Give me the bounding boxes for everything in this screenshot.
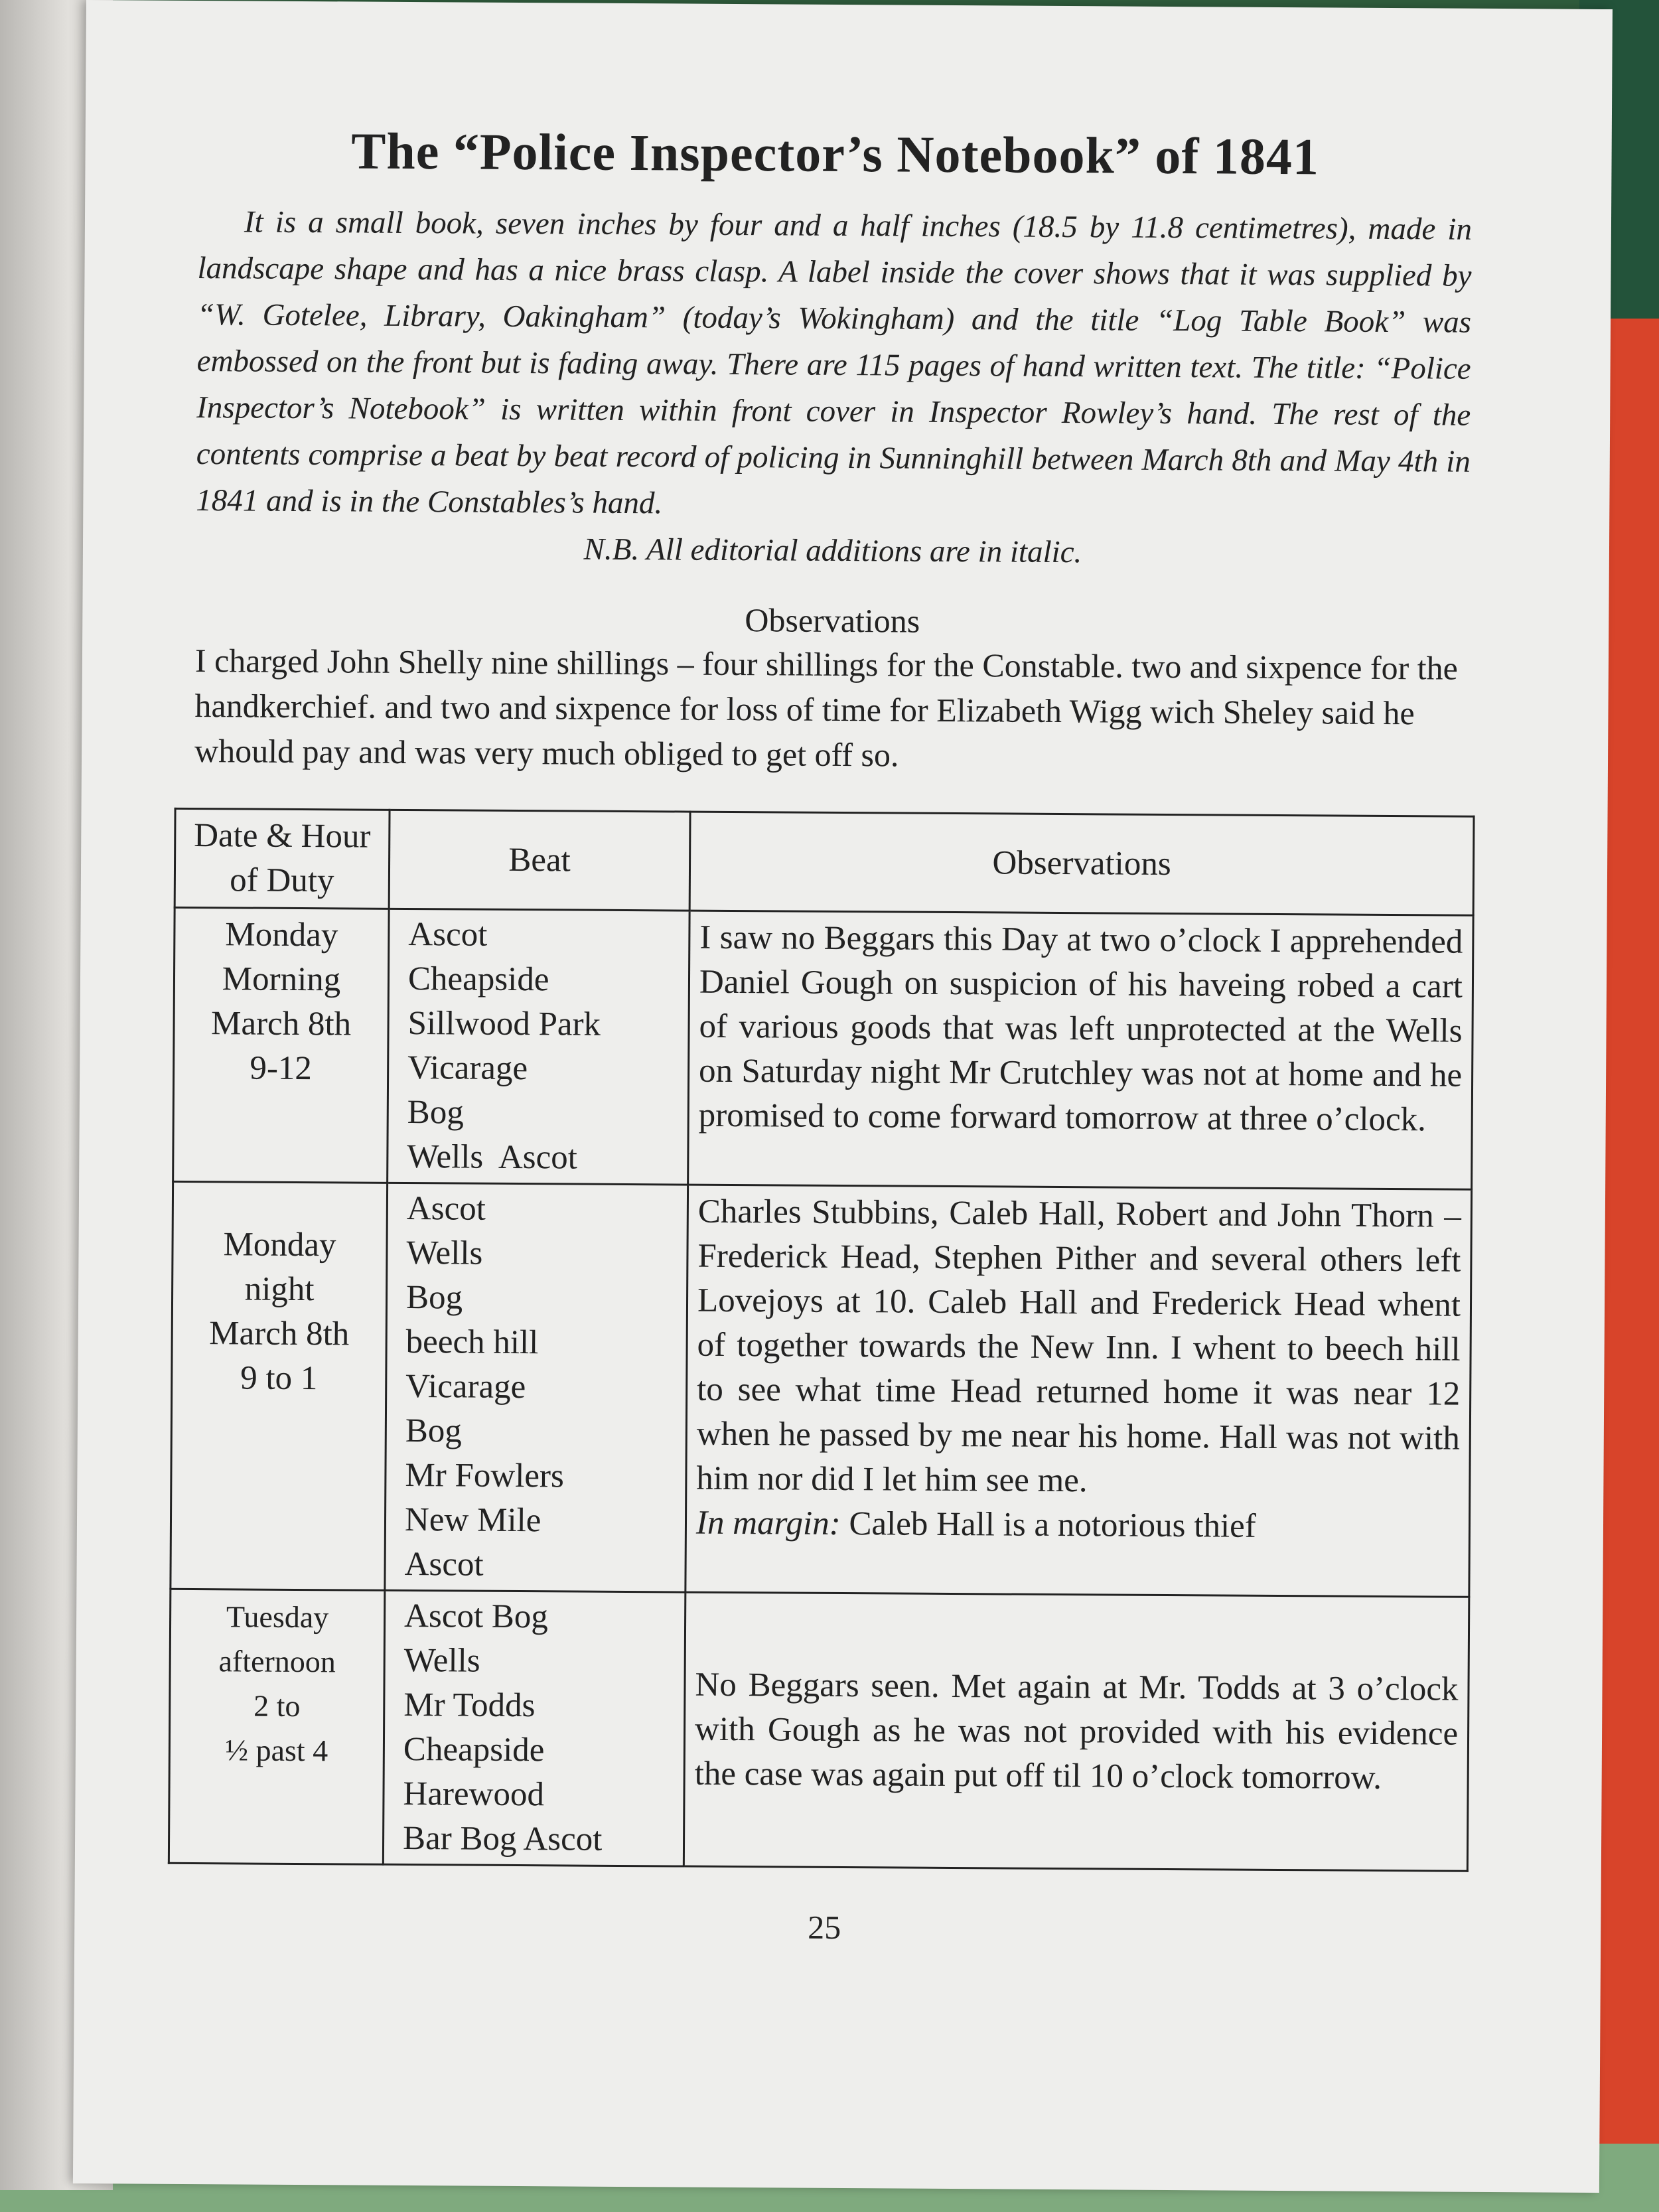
beat-item: Sillwood Park (407, 1004, 601, 1043)
beat-item: New Mile (404, 1501, 541, 1540)
beat-item: Bar Bog Ascot (402, 1819, 603, 1858)
table-row (173, 907, 1473, 1189)
table-row (171, 1181, 1472, 1597)
date-line: night (244, 1270, 315, 1309)
beat-cell (385, 1183, 688, 1592)
observation-text: Charles Stubbins, Caleb Hall, Robert and John Thorn – Frederick Head, Stephen Pither and several others left Lovejoys at 10. Caleb Hall and Frederick Head whent of together towards the New Inn. I whent to beech hill to see what time Head returned home it was near 12 when he passed by me near his home. Hall was not with him nor did I let him see me. (696, 1193, 1462, 1500)
editorial-note: N.B. All editorial additions are in italic. (583, 532, 1082, 570)
header-beat: Beat (389, 810, 690, 911)
date-line: ½ past 4 (225, 1733, 328, 1768)
beat-item: Cheapside (403, 1730, 545, 1769)
beat-item: Ascot (404, 1545, 484, 1584)
date-cell (171, 1181, 388, 1590)
duty-log-table (168, 808, 1475, 1872)
date-cell (173, 907, 390, 1183)
date-cell (169, 1589, 385, 1864)
date-line: March 8th (209, 1315, 350, 1353)
beat-item: Cheapside (407, 960, 549, 999)
date-line: Monday (225, 916, 338, 954)
date-line: Monday (223, 1226, 336, 1264)
date-line: 9-12 (250, 1049, 313, 1088)
observations-paragraph: I charged John Shelly nine shillings – four shillings for the Constable. two and sixpence for the handkerchief. and two and sixpence for loss of time for Elizabeth Wigg wich Sheley said he whould pay and was very much obliged to get off so. (194, 642, 1458, 774)
margin-note-text: Caleb Hall is a notorious thief (849, 1505, 1256, 1545)
beat-item: Ascot Bog (403, 1597, 549, 1636)
table-row (169, 1589, 1469, 1871)
beat-item: Vicarage (407, 1049, 528, 1088)
beat-cell (388, 909, 690, 1185)
date-line: 2 to (253, 1688, 301, 1724)
beat-item: Ascot (408, 915, 488, 954)
page-content (187, 120, 1473, 1951)
header-date: Date & Hour of Duty (175, 808, 390, 909)
beat-cell (383, 1590, 685, 1866)
observations-heading: Observations (745, 601, 920, 640)
observation-cell (685, 1185, 1472, 1597)
date-line: afternoon (218, 1644, 336, 1679)
table-header-row (175, 808, 1474, 915)
page-title: The “Police Inspector’s Notebook” of 1841 (351, 121, 1320, 186)
header-observations: Observations (689, 812, 1474, 915)
beat-item: Wells (406, 1234, 483, 1272)
date-line: Tuesday (226, 1599, 329, 1635)
beat-item: Bog (407, 1093, 464, 1132)
date-line: March 8th (210, 1005, 352, 1043)
observation-cell: I saw no Beggars this Day at two o’clock I apprehended Daniel Gough on suspicion of his haveing robed a cart of various goods that was left unprotected at the Wells on Saturday night Mr Crutchley was not at home and he promised to come forward tomorrow at three o’clock. (688, 911, 1474, 1189)
beat-item: Bog (405, 1412, 463, 1450)
margin-note (696, 1501, 1459, 1550)
beat-item: Mr Fowlers (405, 1456, 565, 1495)
intro-paragraph: It is a small book, seven inches by four and a half inches (18.5 by 11.8 centimetres), made in landscape shape and has a nice brass clasp. A label inside the cover shows that it was supplied by “W. Gotelee, Library, Oakingham” (today’s Wokingham) and the title “Log Table Book” was embossed on the front but is fading away. There are 115 pages of hand written text. The title: “Police Inspector’s Notebook” is written within front cover in Inspector Rowley’s hand. The rest of the contents comprise a beat by beat record of policing in Sunninghill between March 8th and May 4th in 1841 and is in the Constables’s hand. (196, 204, 1473, 521)
beat-item: Wells Ascot (407, 1138, 578, 1177)
beat-item: Harewood (403, 1775, 545, 1814)
observation-cell: No Beggars seen. Met again at Mr. Todds at 3 o’clock with Gough as he was not provided with his evidence the case was again put off til 10 o’clock tomorrow. (684, 1592, 1469, 1871)
page-number: 25 (808, 1908, 841, 1947)
beat-item: Vicarage (405, 1367, 526, 1406)
date-line: 9 to 1 (240, 1359, 318, 1398)
beat-item: Ascot (406, 1189, 486, 1228)
beat-item: Mr Todds (403, 1686, 536, 1725)
margin-note-label: In margin: (695, 1504, 841, 1542)
beat-item: Bog (405, 1278, 463, 1317)
book-page (73, 0, 1613, 2193)
date-line: Morning (222, 960, 341, 999)
beat-item: Wells (403, 1641, 480, 1680)
beat-item: beech hill (405, 1323, 539, 1362)
